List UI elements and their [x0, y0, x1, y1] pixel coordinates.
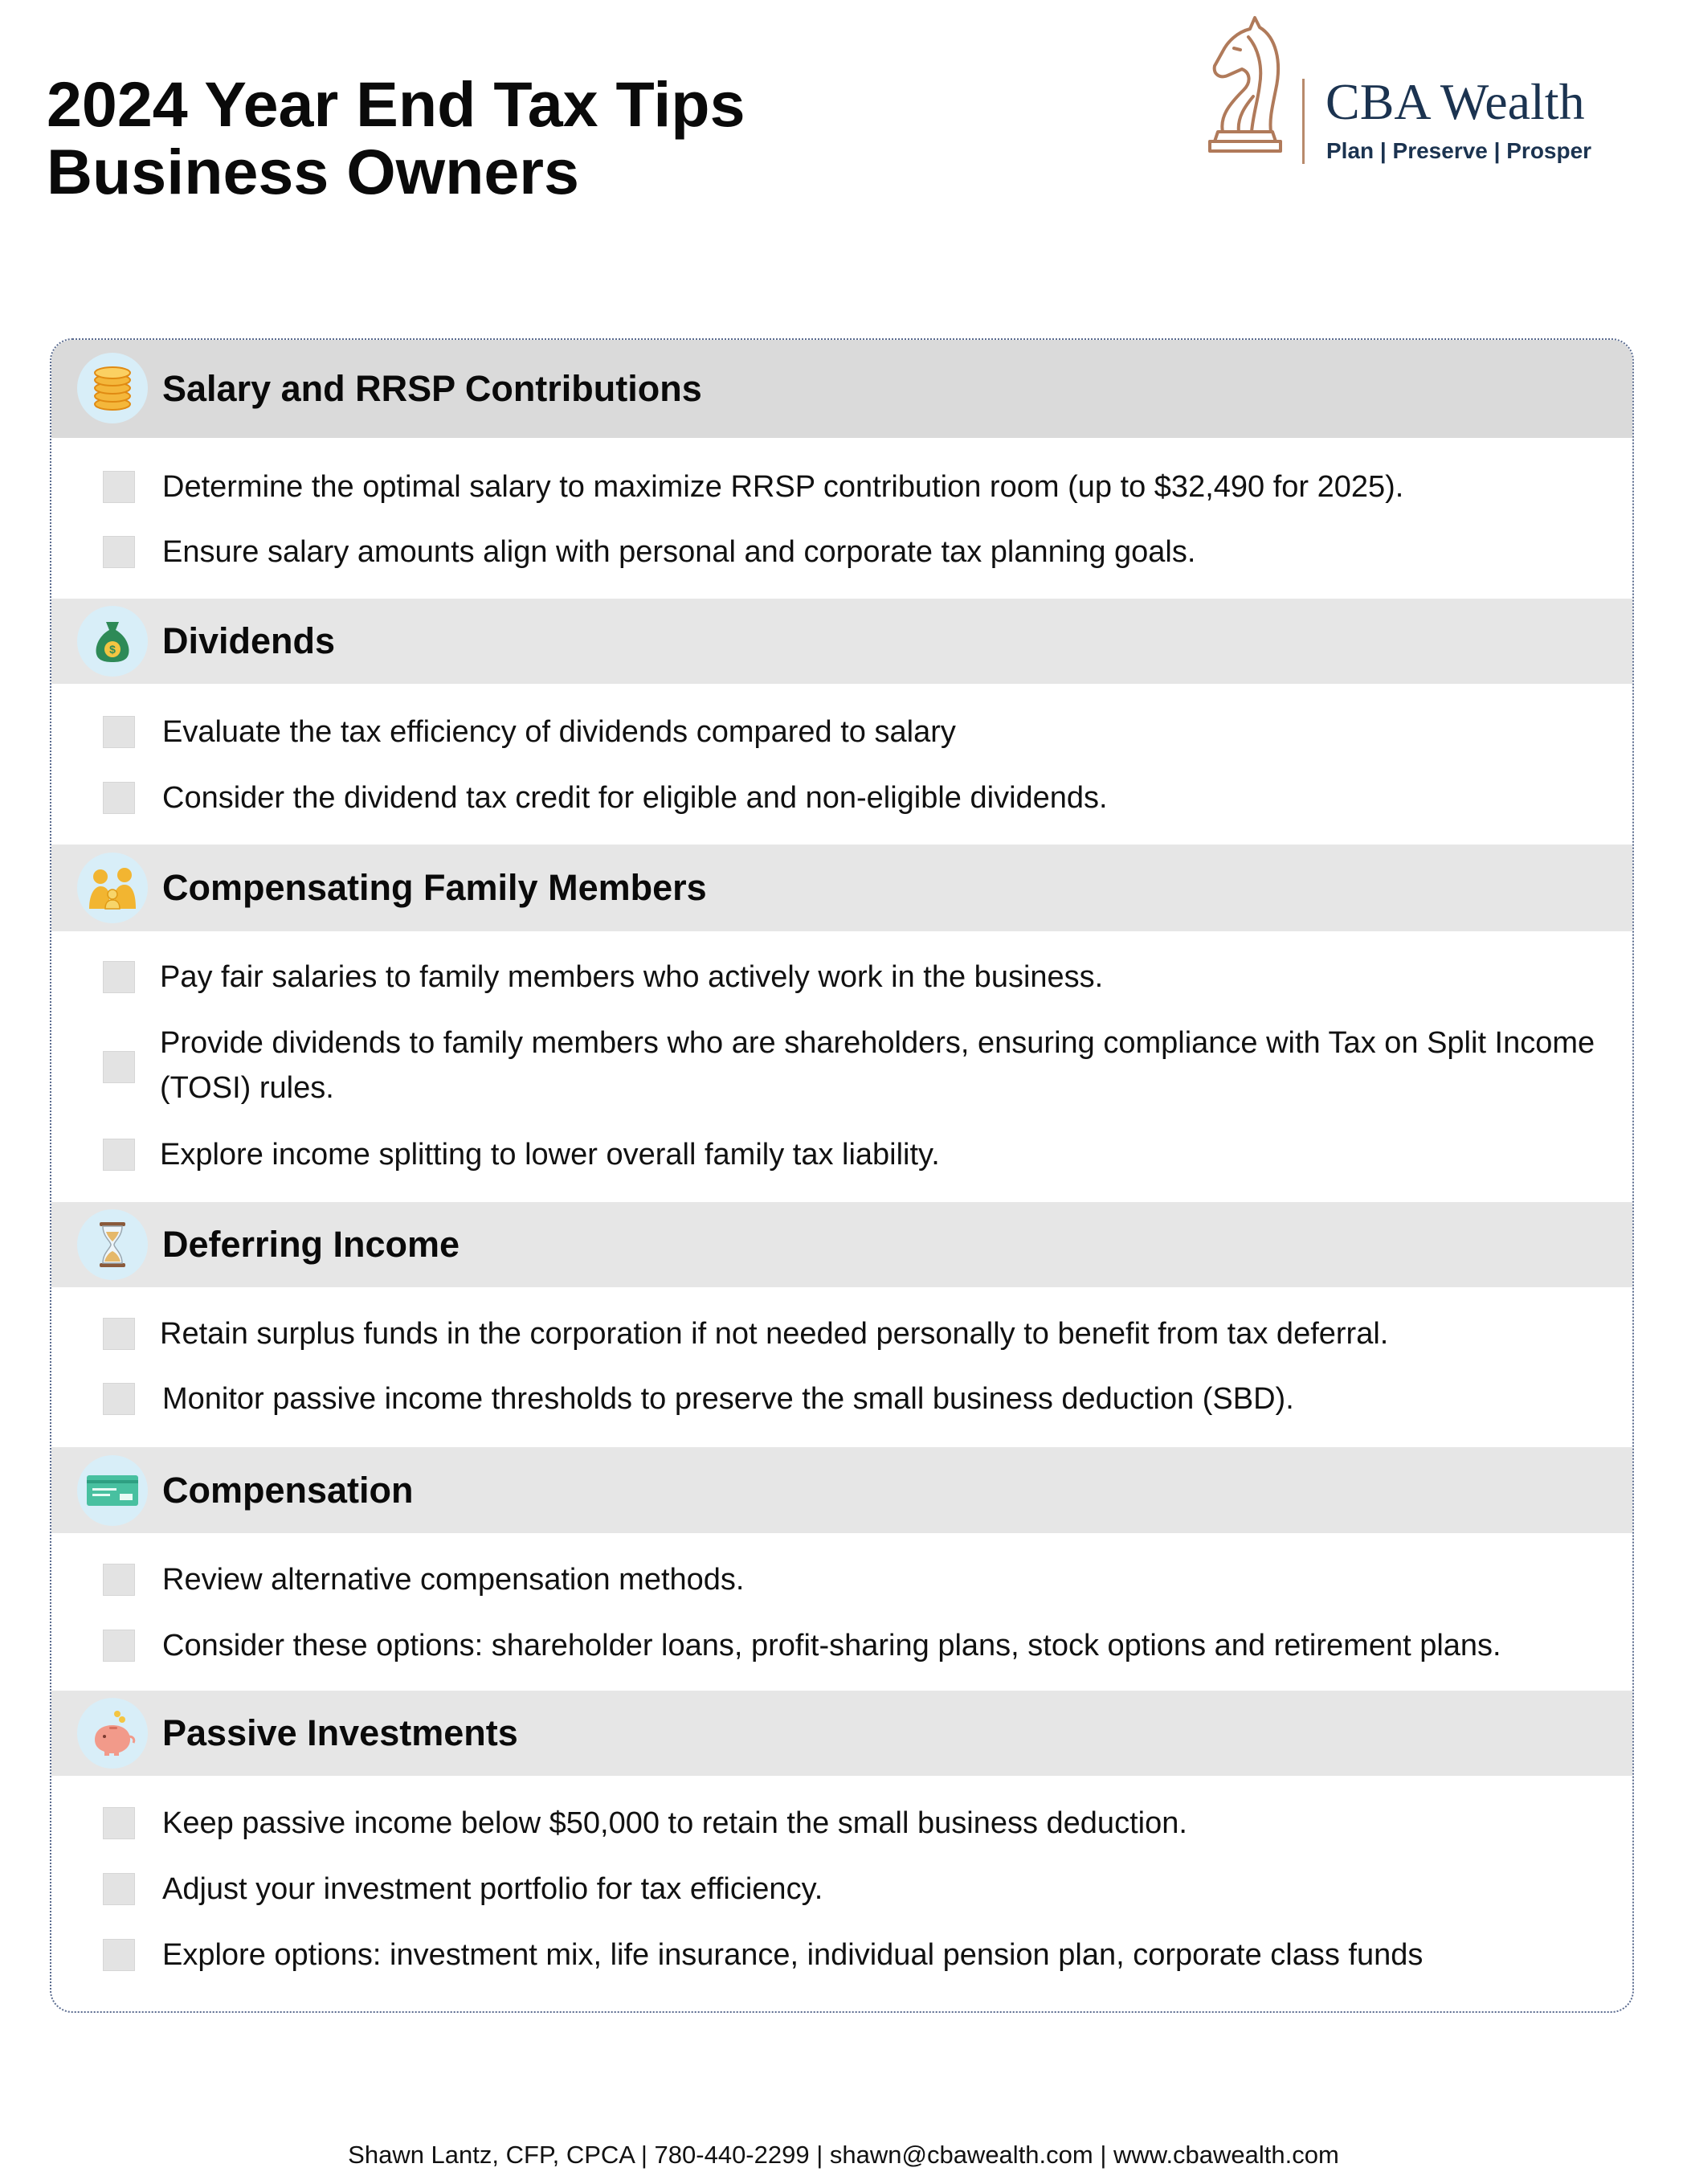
checkbox[interactable] [103, 1139, 135, 1171]
chess-knight-icon [1195, 13, 1285, 153]
section-header-dividends [51, 599, 1632, 684]
list-item-text: Consider these options: shareholder loans, profit-sharing plans, stock options and retirement plans. [162, 1629, 1501, 1663]
list-item-text: Provide dividends to family members who are shareholders, ensuring compliance with Tax on Split Income (TOSI) rules. [160, 1026, 1595, 1105]
checkbox[interactable] [103, 1807, 135, 1839]
section-title: Compensation [162, 1470, 414, 1511]
page-title-line-1: 2024 Year End Tax Tips [47, 68, 745, 140]
list-item-text: Explore income splitting to lower overall family tax liability. [160, 1138, 940, 1172]
family-icon [77, 853, 148, 923]
list-item-text: Pay fair salaries to family members who actively work in the business. [160, 960, 1104, 994]
section-title: Compensating Family Members [162, 867, 707, 908]
section-title: Passive Investments [162, 1712, 518, 1753]
checkbox[interactable] [103, 1630, 135, 1662]
logo-tagline: Plan | Preserve | Prosper [1326, 138, 1592, 163]
section-header-salary [51, 340, 1632, 438]
list-item-text: Consider the dividend tax credit for eligible and non-eligible dividends. [162, 781, 1108, 815]
section-header-passive [51, 1691, 1632, 1776]
checkbox[interactable] [103, 1873, 135, 1905]
list-item-text: Adjust your investment portfolio for tax efficiency. [162, 1872, 823, 1906]
list-item-text: Review alternative compensation methods. [162, 1563, 745, 1597]
checkbox[interactable] [103, 1051, 135, 1083]
checkbox[interactable] [103, 1383, 135, 1415]
coin-stack-icon [77, 353, 148, 423]
page-title [47, 68, 745, 207]
checkbox[interactable] [103, 1939, 135, 1971]
section-header-compensation [51, 1447, 1632, 1533]
contact-footer: Shawn Lantz, CFP, CPCA | 780-440-2299 | shawn@cbawealth.com | www.cbawealth.com [348, 2141, 1339, 2169]
money-bag-icon [77, 606, 148, 677]
piggy-bank-icon [77, 1698, 148, 1769]
list-item-text: Ensure salary amounts align with personal and corporate tax planning goals. [162, 535, 1196, 569]
section-header-deferring [51, 1202, 1632, 1287]
list-item-text: Evaluate the tax efficiency of dividends compared to salary [162, 715, 956, 749]
section-title: Deferring Income [162, 1224, 460, 1265]
checkbox[interactable] [103, 471, 135, 503]
checklist-card [50, 338, 1634, 2013]
checkbox[interactable] [103, 782, 135, 814]
cheque-icon [77, 1455, 148, 1526]
page-title-line-2: Business Owners [47, 136, 579, 207]
list-item-text: Determine the optimal salary to maximize RRSP contribution room (up to $32,490 for 2025). [162, 470, 1404, 504]
list-item-text: Retain surplus funds in the corporation if not needed personally to benefit from tax deferral. [160, 1317, 1389, 1351]
checkbox[interactable] [103, 961, 135, 993]
checkbox[interactable] [103, 536, 135, 568]
checkbox[interactable] [103, 1318, 135, 1350]
svg-text:$: $ [109, 643, 116, 656]
logo-name: CBA Wealth [1326, 73, 1585, 130]
section-title: Dividends [162, 620, 336, 661]
logo-divider [1302, 79, 1305, 164]
hourglass-icon [77, 1209, 148, 1280]
section-title: Salary and RRSP Contributions [162, 368, 702, 409]
list-item-text: Explore options: investment mix, life insurance, individual pension plan, corporate class funds [162, 1938, 1424, 1972]
brand-logo [1195, 13, 1613, 163]
section-header-family [51, 845, 1632, 931]
list-item-text: Monitor passive income thresholds to preserve the small business deduction (SBD). [162, 1382, 1294, 1416]
checkbox[interactable] [103, 1564, 135, 1596]
list-item-text: Keep passive income below $50,000 to retain the small business deduction. [162, 1806, 1187, 1840]
checkbox[interactable] [103, 716, 135, 748]
